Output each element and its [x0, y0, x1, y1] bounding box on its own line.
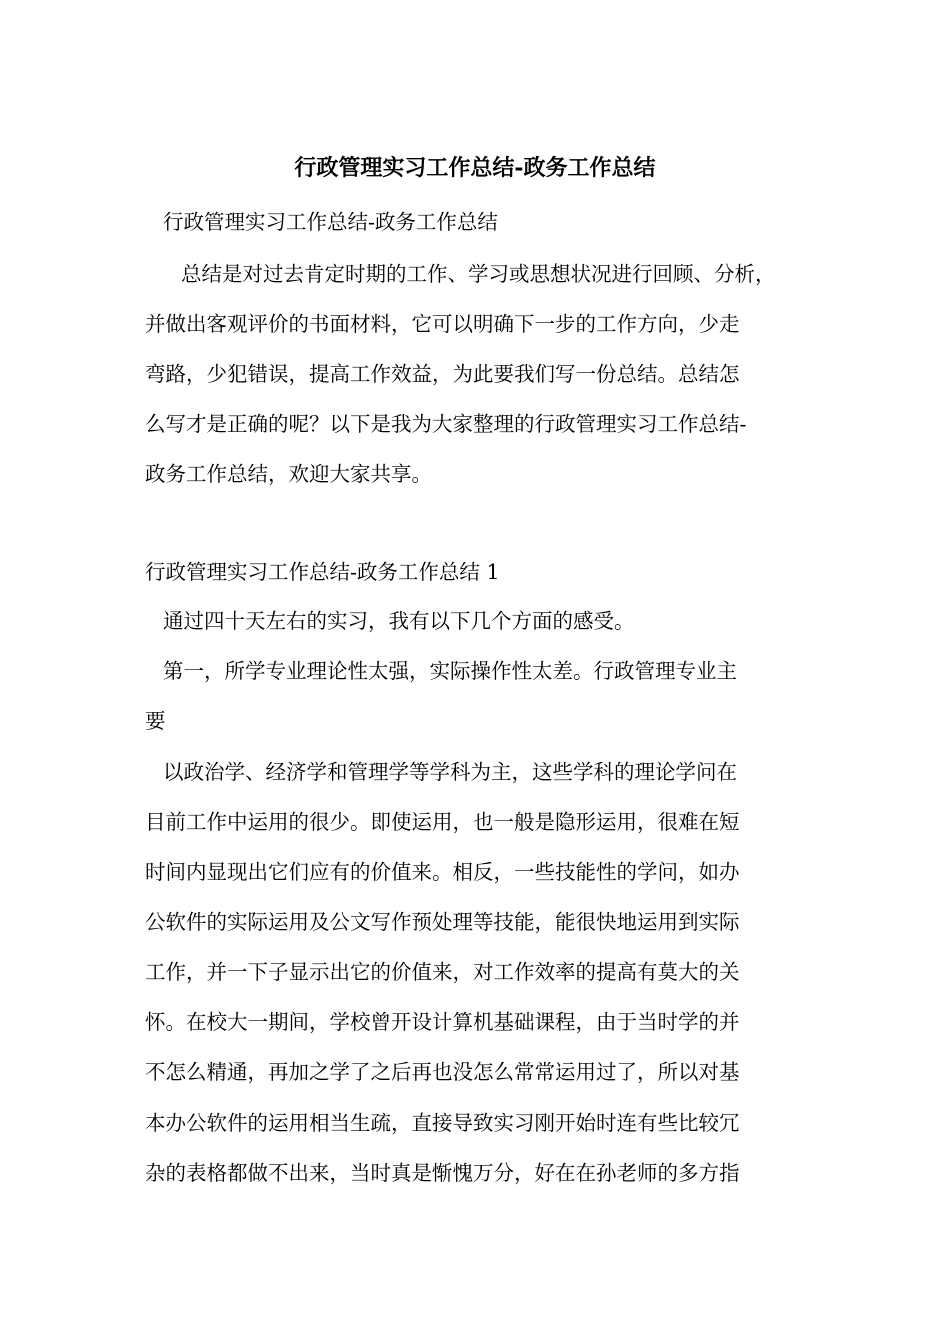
body-line: 本办公软件的运用相当生疏，直接导致实习刚开始时连有些比较冗: [145, 1111, 740, 1135]
body-line: 通过四十天左右的实习，我有以下几个方面的感受。: [163, 609, 635, 633]
body-line: 不怎么精通，再加之学了之后再也没怎么常常运用过了，所以对基: [145, 1060, 740, 1084]
intro-line: 总结是对过去肯定时期的工作、学习或思想状况进行回顾、分析，: [181, 262, 776, 286]
section-heading: 行政管理实习工作总结-政务工作总结 1: [145, 560, 500, 584]
intro-line: 弯路，少犯错误，提高工作效益，为此要我们写一份总结。总结怎: [145, 362, 740, 386]
intro-line: 并做出客观评价的书面材料，它可以明确下一步的工作方向，少走: [145, 312, 740, 336]
document-title: 行政管理实习工作总结-政务工作总结: [294, 155, 656, 181]
body-line: 要: [145, 709, 166, 733]
body-line: 杂的表格都做不出来，当时真是惭愧万分，好在在孙老师的多方指: [145, 1161, 740, 1185]
intro-line: 政务工作总结，欢迎大家共享。: [145, 462, 432, 486]
body-line: 公软件的实际运用及公文写作预处理等技能，能很快地运用到实际: [145, 910, 740, 934]
body-line: 时间内显现出它们应有的价值来。相反，一些技能性的学问，如办: [145, 860, 740, 884]
document-subtitle: 行政管理实习工作总结-政务工作总结: [163, 210, 498, 234]
body-line: 目前工作中运用的很少。即使运用，也一般是隐形运用，很难在短: [145, 810, 740, 834]
body-line: 怀。在校大一期间，学校曾开设计算机基础课程，由于当时学的并: [145, 1010, 740, 1034]
body-line: 第一，所学专业理论性太强，实际操作性太差。行政管理专业主: [163, 659, 737, 683]
body-line: 工作，并一下子显示出它的价值来，对工作效率的提高有莫大的关: [145, 960, 740, 984]
intro-line: 么写才是正确的呢？以下是我为大家整理的行政管理实习工作总结-: [145, 412, 747, 436]
body-line: 以政治学、经济学和管理学等学科为主，这些学科的理论学问在: [163, 760, 737, 784]
